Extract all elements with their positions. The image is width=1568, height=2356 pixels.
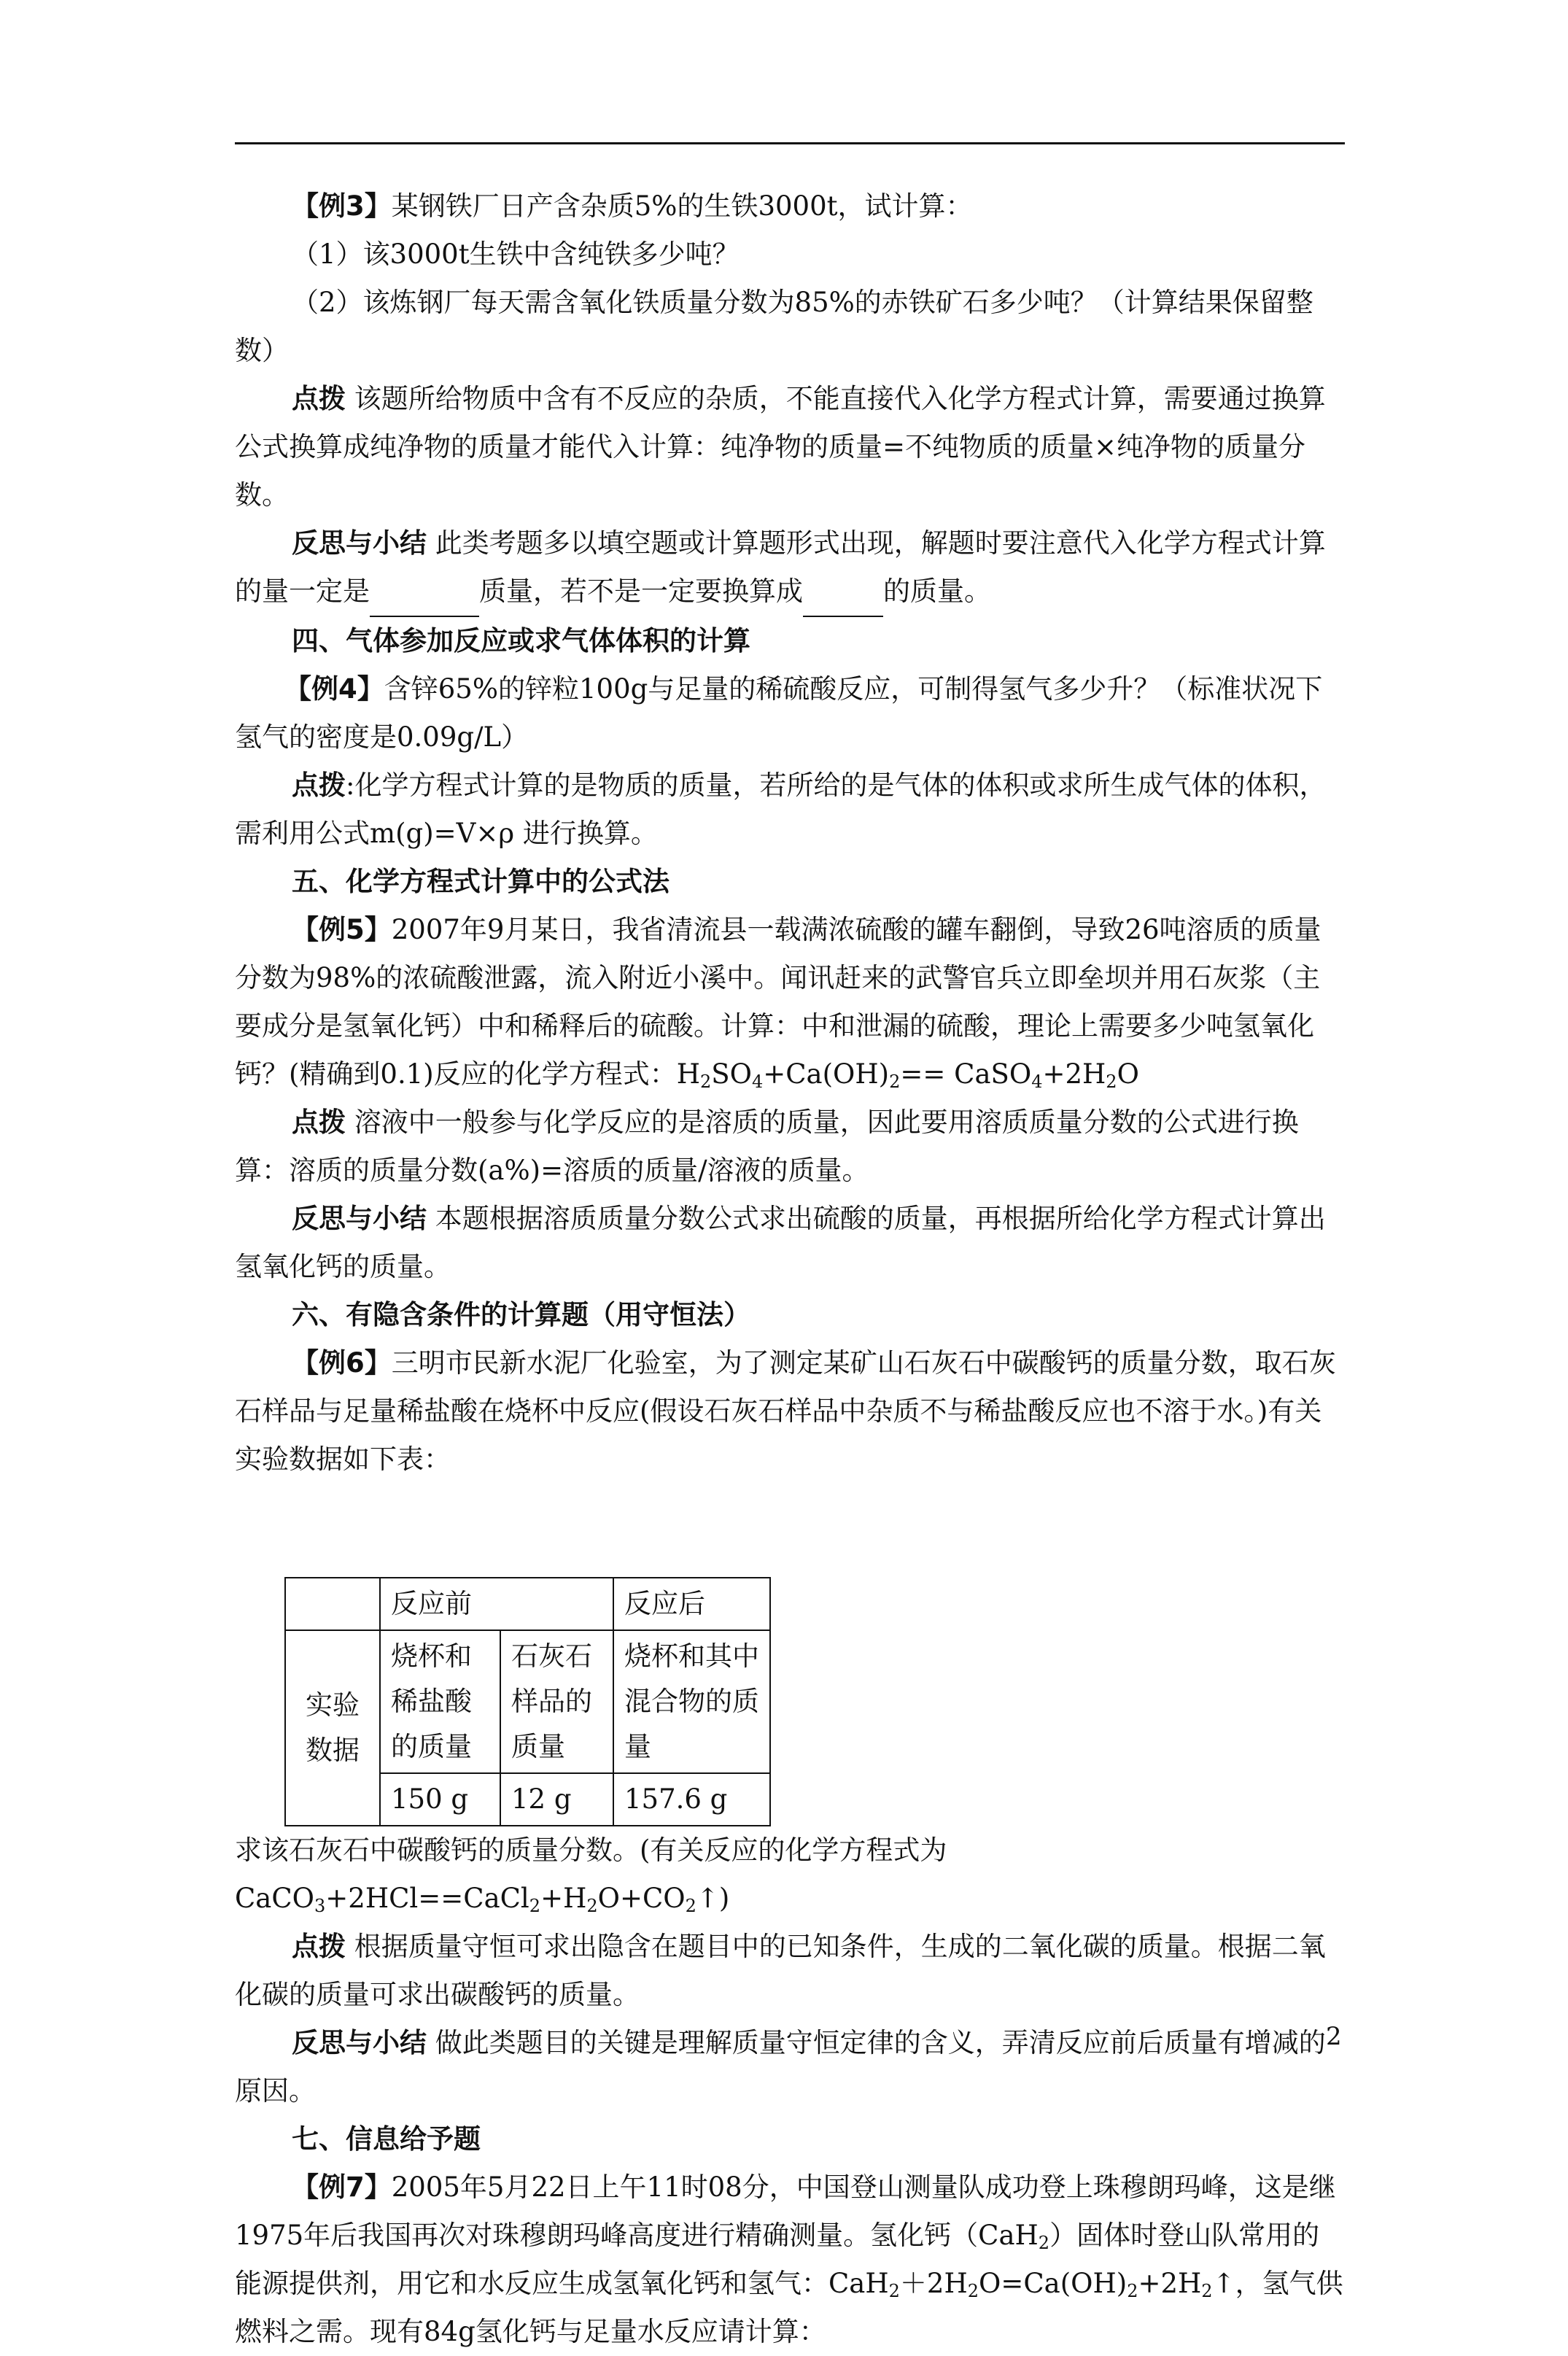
example-label: 【例3】 (292, 190, 392, 222)
example-label: 【例7】 (292, 2171, 392, 2203)
example-text: 三明市民新水泥厂化验室，为了测定某矿山石灰石中碳酸钙的质量分数，取石灰石样品与足量稀盐酸在烧杯中反应(假设石灰石样品中杂质不与稀盐酸反应也不溶于水。)有关实验数据如下表： (235, 1347, 1336, 1475)
section-heading-6: 六、有隐含条件的计算题（用守恒法） (292, 1299, 750, 1330)
example-label: 【例5】 (292, 914, 392, 945)
reflection-text: 此类考题多以填空题或计算题形式出现，解题时要注意代入化学方程式计算的量一定是 (235, 527, 1326, 607)
hint-paragraph (235, 375, 1345, 519)
table-column-header: 石灰石样品的质量 (500, 1630, 613, 1773)
example-7: 【例7】2005年5月22日上午11时08分，中国登山测量队成功登上珠穆朗玛峰，这是继1975年后我国再次对珠穆朗玛峰高度进行精确测量。氢化钙（CaH$_2$）固体时登山队常用的能源提供剂，用它和水反应生成氢氧化钙和氢气：$CaH_2+2H_2O=Ca(OH)_2+2H_2↑$，氢气供燃料之需。现有84g氢化钙与足量水反应请计算： (235, 2171, 1343, 2347)
hint-paragraph (235, 762, 1345, 858)
hint-paragraph (235, 1923, 1345, 2019)
spacer (235, 1484, 1345, 1577)
reflection-paragraph (235, 519, 1345, 617)
hint-text: 溶液中一般参与化学反应的是溶质的质量，因此要用溶质质量分数的公式进行换算：溶质的质量分数(a%)=溶质的质量/溶液的质量。 (235, 1107, 1299, 1186)
question-1: （1）该3000t生铁中含纯铁多少吨？ (292, 239, 740, 270)
table-row-label: 实验数据 (285, 1630, 380, 1826)
table-cell: 157.6 g (613, 1773, 770, 1826)
table-column-header: 烧杯和稀盐酸的质量 (380, 1630, 500, 1773)
reflection-text: 质量，若不是一定要换算成 (479, 576, 803, 607)
example-5 (235, 906, 1345, 1098)
hint-label: 点拨 (292, 770, 346, 801)
chemical-equation: $CaCO_3+2HCl==CaCl_2+H_2O+CO_2↑$) (235, 1883, 730, 1916)
page-content (235, 182, 1345, 2356)
fill-blank-2 (803, 567, 883, 617)
reflection-text: 的质量。 (883, 576, 991, 607)
reflection-paragraph (235, 2019, 1345, 2115)
hint-text: 根据质量守恒可求出隐含在题目中的已知条件，生成的二氧化碳的质量。根据二氧化碳的质量可求出碳酸钙的质量。 (235, 1931, 1326, 2010)
table-row (285, 1578, 770, 1630)
table-header-after: 反应后 (613, 1578, 770, 1630)
table-corner-cell (285, 1578, 380, 1630)
example-6 (235, 1339, 1345, 1484)
reflection-label: 反思与小结 (292, 527, 427, 559)
example-label: 【例6】 (292, 1347, 392, 1379)
table-cell: 150 g (380, 1773, 500, 1826)
example-label: 【例4】 (284, 673, 384, 705)
section-heading-4: 四、气体参加反应或求气体体积的计算 (292, 625, 750, 656)
hint-text: 该题所给物质中含有不反应的杂质，不能直接代入化学方程式计算，需要通过换算公式换算成纯净物的质量才能代入计算：纯净物的质量=不纯物质的质量×纯净物的质量分数。 (235, 383, 1326, 511)
reflection-label: 反思与小结 (292, 2027, 427, 2058)
section-heading-7: 七、信息给予题 (292, 2123, 481, 2155)
table-column-header: 烧杯和其中混合物的质量 (613, 1630, 770, 1773)
example-4 (235, 665, 1345, 762)
question-paragraph: 求该石灰石中碳酸钙的质量分数。(有关反应的化学方程式为$CaCO_3+2HCl==CaCl_2+H_2O+CO_2↑$) (235, 1834, 947, 1916)
example-text: 含锌65%的锌粒100g与足量的稀硫酸反应，可制得氢气多少升？（标准状况下氢气的密度是0.09g/L） (235, 673, 1323, 753)
hint-label: 点拨 (292, 1931, 346, 1962)
reflection-label: 反思与小结 (292, 1203, 427, 1234)
reflection-paragraph (235, 1195, 1345, 1291)
reflection-text: 本题根据溶质质量分数公式求出硫酸的质量，再根据所给化学方程式计算出氢氧化钙的质量。 (235, 1203, 1326, 1282)
hint-paragraph (235, 1098, 1345, 1195)
hint-text: :化学方程式计算的是物质的质量，若所给的是气体的体积或求所生成气体的体积，需利用公式m(g)=V×ρ 进行换算。 (235, 770, 1327, 849)
fill-blank-1 (370, 567, 479, 617)
section-heading-5: 五、化学方程式计算中的公式法 (292, 866, 669, 897)
question-2: （2）该炼钢厂每天需含氧化铁质量分数为85%的赤铁矿石多少吨？（计算结果保留整数） (235, 287, 1313, 366)
example-text: 某钢铁厂日产含杂质5%的生铁3000t，试计算： (391, 190, 973, 222)
header-rule (235, 142, 1345, 144)
table-cell: 12 g (500, 1773, 613, 1826)
page-number: 2 (1326, 2022, 1342, 2051)
example-text: 2007年9月某日，我省清流县一载满浓硫酸的罐车翻倒，导致26吨溶质的质量分数为98%的浓硫酸泄露，流入附近小溪中。闻讯赶来的武警官兵立即垒坝并用石灰浆（主要成分是氢氧化钙）中和稀释后的硫酸。计算：中和泄漏的硫酸，理论上需要多少吨氢氧化钙？(精确到0.1)反应的化学方程式： (235, 914, 1321, 1090)
reflection-text: 做此类题目的关键是理解质量守恒定律的含义，弄清反应前后质量有增减的原因。 (235, 2027, 1326, 2107)
table-row (285, 1630, 770, 1773)
hint-label: 点拨 (292, 383, 346, 414)
example-3 (235, 182, 1345, 230)
hint-label: 点拨 (292, 1107, 346, 1138)
table-header-before: 反应前 (380, 1578, 613, 1630)
chemical-equation: $H_2SO_4+Ca(OH)_2==$ $CaSO_4+2H_2O$ (676, 1058, 1139, 1092)
experiment-data-table (284, 1577, 771, 1826)
